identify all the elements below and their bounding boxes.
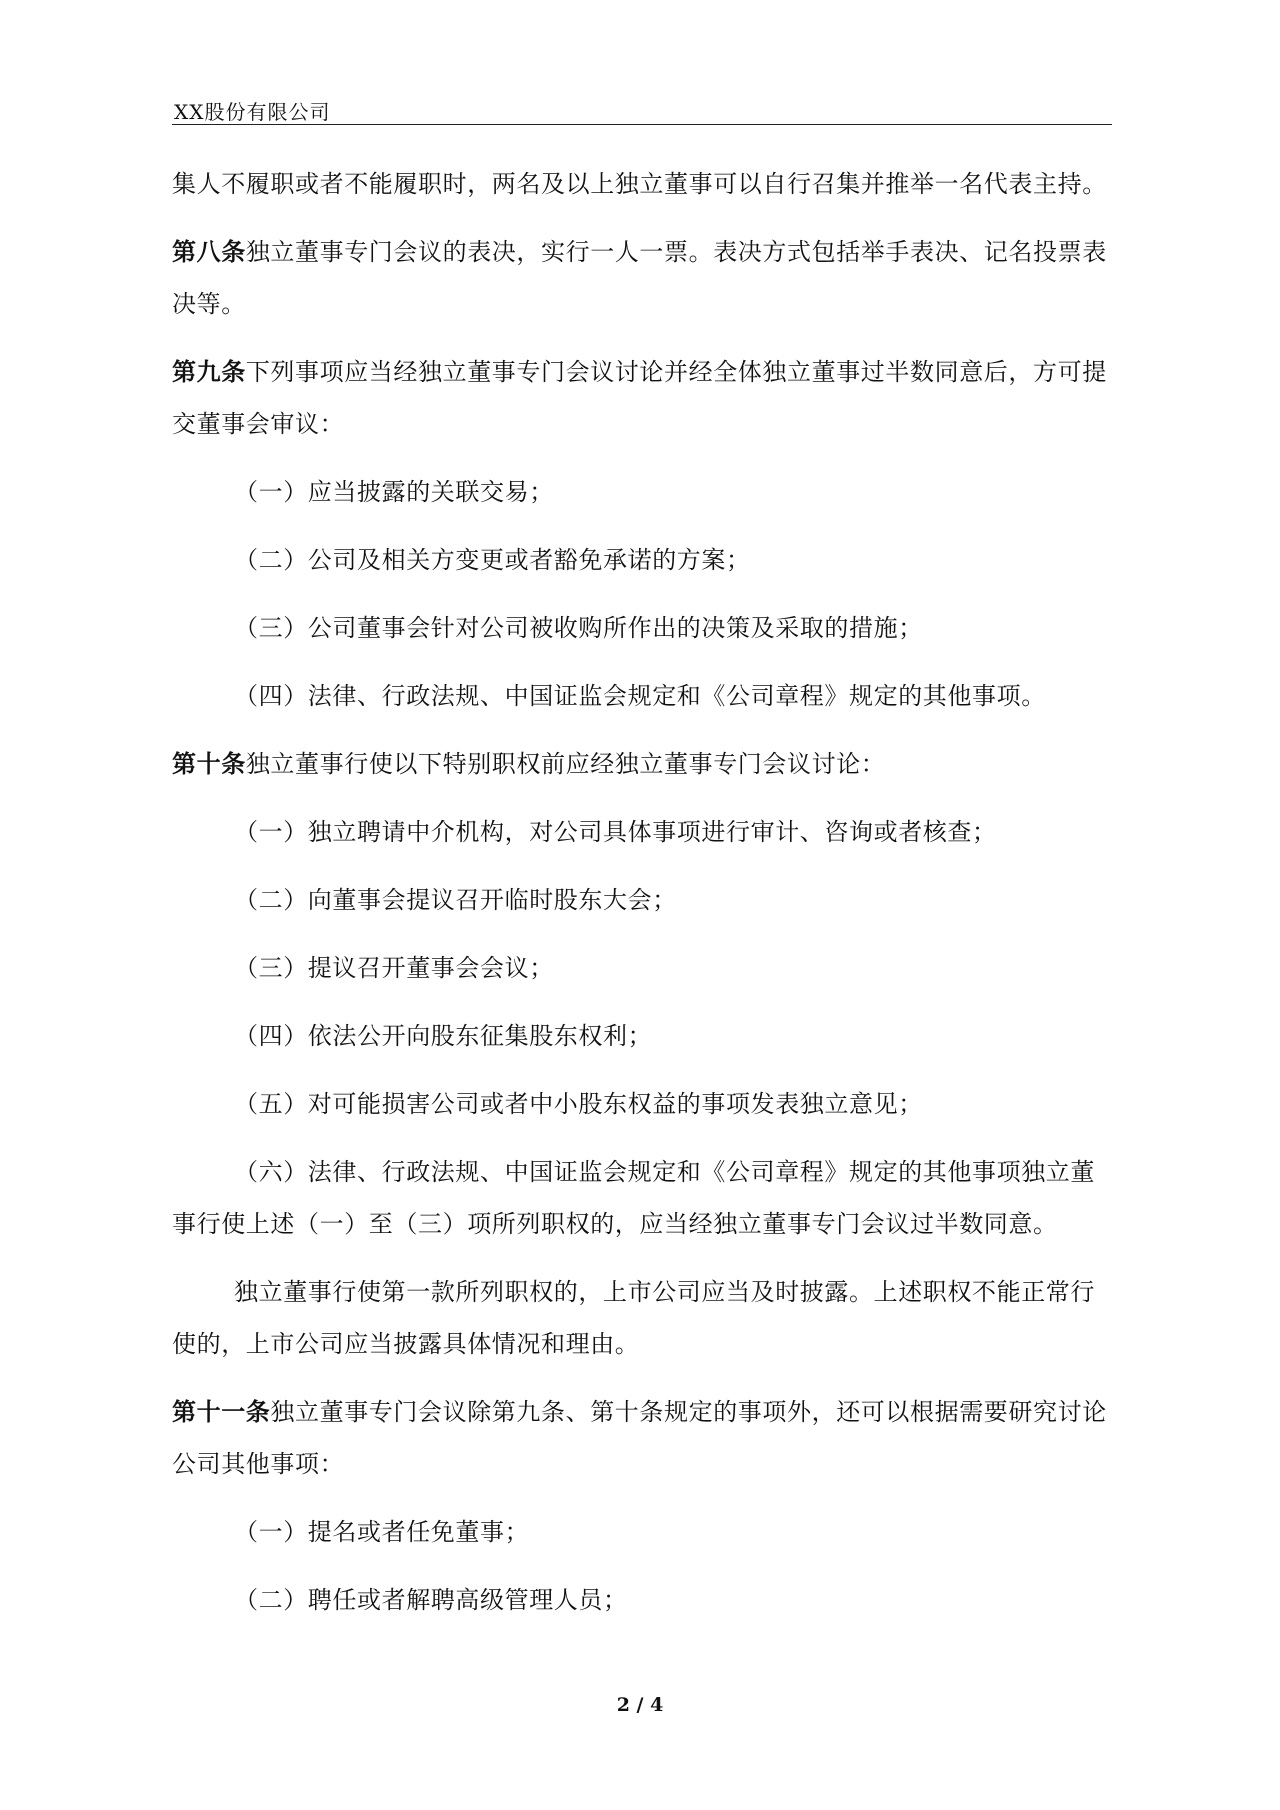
article-9 bbox=[172, 346, 1117, 450]
page-header bbox=[172, 94, 1112, 125]
article-8 bbox=[172, 226, 1117, 330]
article-10-item: （三）提议召开董事会会议； bbox=[234, 954, 554, 982]
document-body bbox=[172, 158, 1117, 1642]
article-11 bbox=[172, 1386, 1117, 1490]
article-11-label: 第十一条 bbox=[172, 1397, 271, 1426]
page-number: 2 / 4 bbox=[616, 1694, 664, 1716]
article-11-item: （一）提名或者任免董事； bbox=[234, 1518, 530, 1546]
article-10-text: 独立董事行使以下特别职权前应经独立董事专门会议讨论： bbox=[245, 750, 886, 778]
article-10-item: （五）对可能损害公司或者中小股东权益的事项发表独立意见； bbox=[234, 1090, 923, 1118]
article-11-text: 独立董事专门会议除第九条、第十条规定的事项外，还可以根据需要研究讨论公司其他事项： bbox=[172, 1398, 1107, 1478]
company-name: XX股份有限公司 bbox=[174, 100, 331, 124]
paragraph-continuation: 集人不履职或者不能履职时，两名及以上独立董事可以自行召集并推举一名代表主持。 bbox=[172, 170, 1107, 198]
article-10-item: （二）向董事会提议召开临时股东大会； bbox=[234, 886, 677, 914]
article-10-note: 独立董事行使第一款所列职权的，上市公司应当及时披露。上述职权不能正常行使的，上市公司应当披露具体情况和理由。 bbox=[172, 1278, 1095, 1358]
article-9-text: 下列事项应当经独立董事专门会议讨论并经全体独立董事过半数同意后，方可提交董事会审议： bbox=[172, 358, 1107, 438]
article-10 bbox=[172, 738, 1117, 790]
article-8-label: 第八条 bbox=[172, 237, 246, 266]
article-9-item: （一）应当披露的关联交易； bbox=[234, 478, 554, 506]
article-10-item: （一）独立聘请中介机构，对公司具体事项进行审计、咨询或者核查； bbox=[234, 818, 997, 846]
article-9-item: （三）公司董事会针对公司被收购所作出的决策及采取的措施； bbox=[234, 614, 923, 642]
article-9-item: （四）法律、行政法规、中国证监会规定和《公司章程》规定的其他事项。 bbox=[234, 682, 1046, 710]
article-10-item: （四）依法公开向股东征集股东权利； bbox=[234, 1022, 653, 1050]
article-10-label: 第十条 bbox=[172, 749, 246, 778]
article-11-item: （二）聘任或者解聘高级管理人员； bbox=[234, 1586, 628, 1614]
article-9-label: 第九条 bbox=[172, 357, 246, 386]
article-9-item: （二）公司及相关方变更或者豁免承诺的方案； bbox=[234, 546, 751, 574]
article-10-item-6: （六）法律、行政法规、中国证监会规定和《公司章程》规定的其他事项独立董事行使上述（一）至（三）项所列职权的，应当经独立董事专门会议过半数同意。 bbox=[172, 1158, 1095, 1238]
article-8-text: 独立董事专门会议的表决，实行一人一票。表决方式包括举手表决、记名投票表决等。 bbox=[172, 238, 1107, 318]
